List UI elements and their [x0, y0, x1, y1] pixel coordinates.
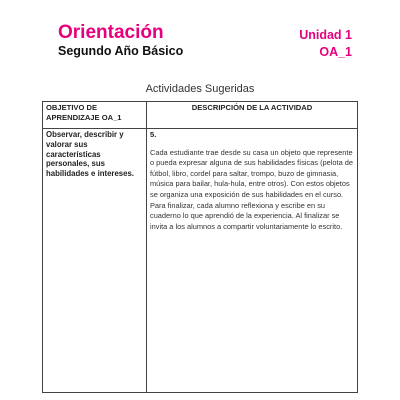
page-title: Orientación	[58, 22, 164, 43]
objective-text: Observar, describir y valorar sus características personales, sus habilidades e intereses.	[46, 130, 134, 179]
section-title: Actividades Sugeridas	[145, 83, 255, 95]
table-header-row	[43, 102, 358, 129]
activity-number: 5.	[150, 130, 157, 139]
objective-cell	[43, 129, 147, 393]
activities-table	[42, 101, 358, 393]
objective-column-header: OBJETIVO DE APRENDIZAJE OA_1	[43, 102, 147, 129]
activity-text: Cada estudiante trae desde su casa un objeto que represente o pueda expresar alguna de sus habilidades físicas (pelota de fútbol, libro, cordel para saltar, trompo, buzo de gimnasia, música para bailar, hula-hula, entre otros). Con estos objetos se organiza una exposición de sus habilidades en el curso. Para finalizar, cada alumno reflexiona y escribe en su cuaderno lo que aprendió de la experiencia. Al finalizar se invita a los alumnos a compartir voluntariamente lo escrito.	[150, 147, 353, 231]
table-row	[43, 129, 358, 393]
unit-label: Unidad 1	[299, 28, 352, 42]
oa-label: OA_1	[319, 45, 352, 59]
description-cell	[147, 129, 358, 393]
description-column-header: DESCRIPCIÓN DE LA ACTIVIDAD	[147, 102, 358, 129]
page-subtitle: Segundo Año Básico	[58, 44, 184, 58]
